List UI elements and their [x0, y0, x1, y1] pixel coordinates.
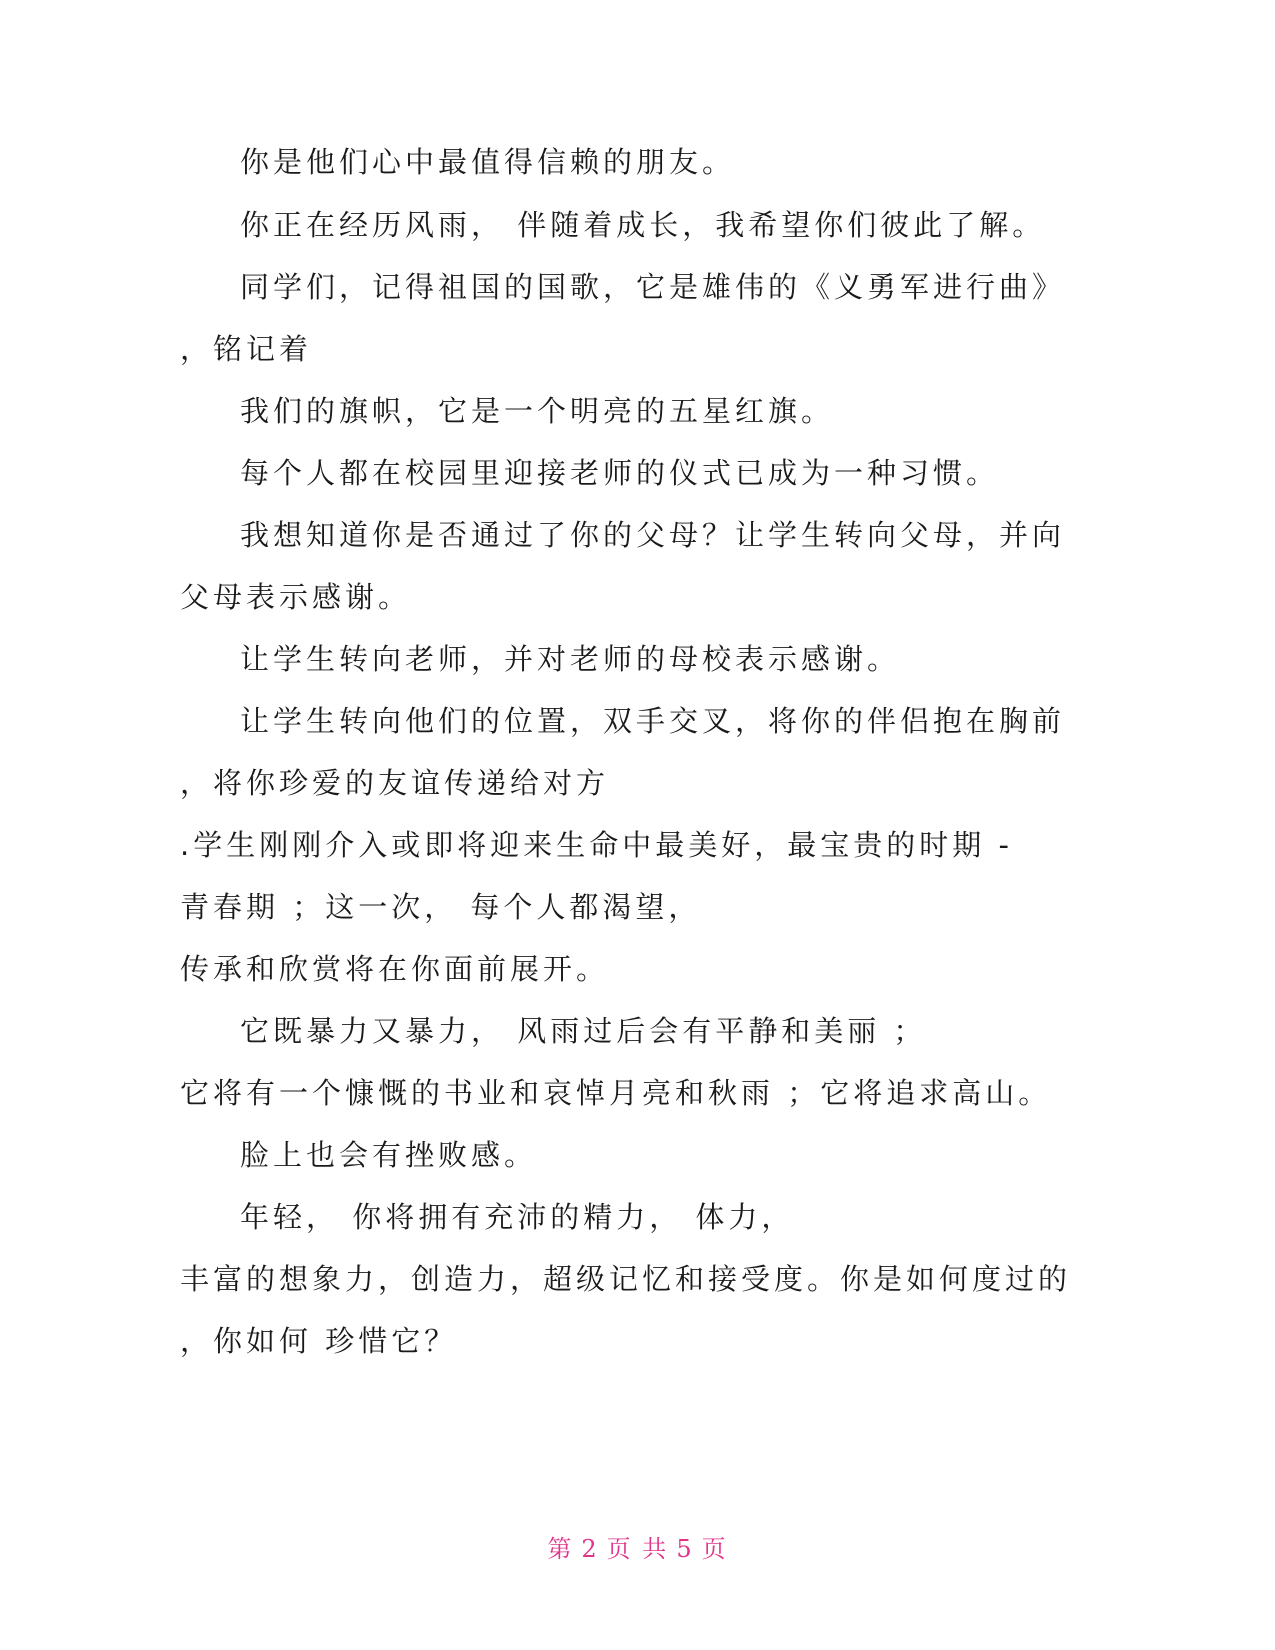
paragraph-line-7: 我想知道你是否通过了你的父母？让学生转向父母，并向 [240, 518, 1066, 552]
paragraph-line-18: 年轻， 你将拥有充沛的精力， 体力， [240, 1200, 795, 1234]
paragraph-line-17: 脸上也会有挫败感。 [240, 1138, 538, 1172]
paragraph-line-16: 它将有一个慷慨的书业和哀悼月亮和秋雨 ；它将追求高山。 [180, 1076, 1052, 1110]
footer-suffix: 页 [701, 1535, 728, 1563]
total-page-count: 5 [676, 1535, 694, 1563]
paragraph-line-6: 每个人都在校园里迎接老师的仪式已成为一种习惯。 [240, 456, 1000, 490]
page-footer [0, 1537, 1275, 1561]
paragraph-line-8: 父母表示感谢。 [180, 580, 412, 614]
paragraph-line-19: 丰富的想象力，创造力，超级记忆和接受度。你是如何度过的 [180, 1262, 1072, 1296]
paragraph-line-20: ，你如何 珍惜它？ [180, 1324, 458, 1358]
current-page-number: 2 [581, 1535, 599, 1563]
paragraph-line-14: 传承和欣赏将在你面前展开。 [180, 952, 610, 986]
paragraph-line-2: 你正在经历风雨， 伴随着成长，我希望你们彼此了解。 [240, 208, 1046, 242]
paragraph-line-15: 它既暴力又暴力， 风雨过后会有平静和美丽 ； [240, 1014, 927, 1048]
paragraph-line-13: 青春期 ；这一次， 每个人都渴望， [180, 890, 702, 924]
paragraph-line-11: ，将你珍爱的友谊传递给对方 [180, 766, 610, 800]
paragraph-line-10: 让学生转向他们的位置，双手交叉，将你的伴侣抱在胸前 [240, 704, 1066, 738]
paragraph-line-5: 我们的旗帜，它是一个明亮的五星红旗。 [240, 394, 835, 428]
paragraph-line-9: 让学生转向老师，并对老师的母校表示感谢。 [240, 642, 901, 676]
paragraph-line-1: 你是他们心中最值得信赖的朋友。 [240, 145, 736, 179]
paragraph-line-3: 同学们，记得祖国的国歌，它是雄伟的《义勇军进行曲》 [240, 270, 1066, 304]
paragraph-line-12: .学生刚刚介入或即将迎来生命中最美好，最宝贵的时期 - [180, 828, 1013, 862]
paragraph-line-4: ，铭记着 [180, 332, 313, 366]
footer-prefix: 第 [547, 1535, 574, 1563]
footer-middle: 页 共 [606, 1535, 669, 1563]
